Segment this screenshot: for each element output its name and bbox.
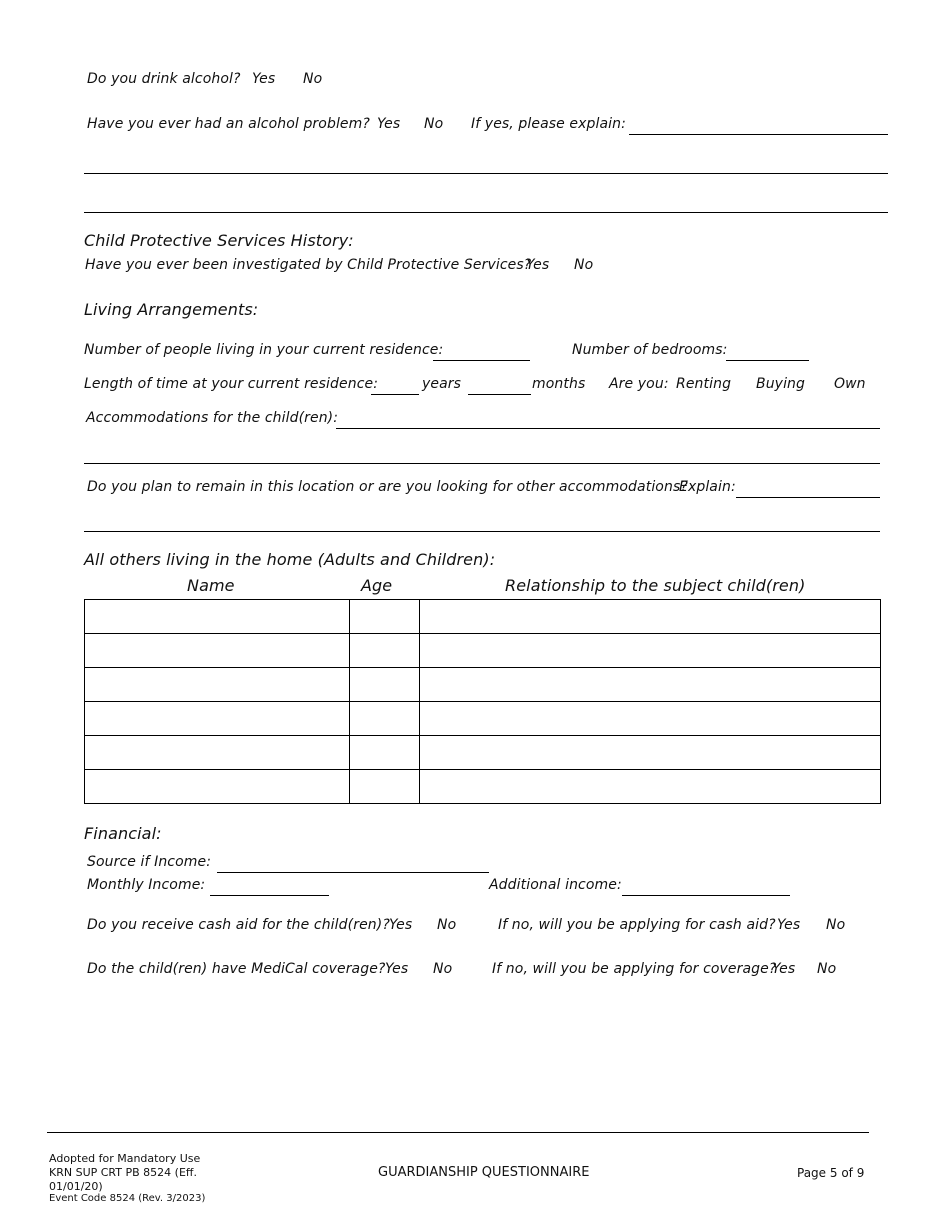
relationship-cell[interactable] [420, 736, 881, 770]
remain-explain-field[interactable] [736, 497, 880, 498]
drink-alcohol-no-option[interactable]: No [303, 71, 323, 87]
additional-income-field[interactable] [622, 895, 790, 896]
remain-location-question: Do you plan to remain in this location or are you looking for other accommodations? [87, 479, 688, 495]
table-row [85, 736, 881, 770]
remain-explain-label: Explain: [679, 479, 736, 495]
footer-adopted: Adopted for Mandatory Use [49, 1152, 201, 1165]
others-in-home-table [84, 599, 881, 804]
table-row [85, 600, 881, 634]
table-row [85, 634, 881, 668]
monthly-income-label: Monthly Income: [87, 877, 206, 893]
cash-aid-question: Do you receive cash aid for the child(ren)? [87, 917, 390, 933]
buying-option[interactable]: Buying [756, 376, 806, 392]
drink-alcohol-question: Do you drink alcohol? [87, 71, 241, 87]
footer-event-code: Event Code 8524 (Rev. 3/2023) [49, 1193, 206, 1205]
cps-yes-option[interactable]: Yes [526, 257, 550, 273]
age-cell[interactable] [350, 600, 420, 634]
table-row [85, 668, 881, 702]
relationship-cell[interactable] [420, 770, 881, 804]
alcohol-explain-label: If yes, please explain: [471, 116, 626, 132]
alcohol-problem-question: Have you ever had an alcohol problem? [87, 116, 370, 132]
alcohol-explain-line-2[interactable] [84, 173, 888, 174]
cash-aid-followup-question: If no, will you be applying for cash aid? [498, 917, 776, 933]
others-in-home-heading: All others living in the home (Adults and Children): [84, 550, 496, 569]
remain-explain-line-2[interactable] [84, 531, 880, 532]
cps-question: Have you ever been investigated by Child Protective Services? [85, 257, 532, 273]
footer-form-id-line-1: KRN SUP CRT PB 8524 (Eff. [49, 1165, 197, 1179]
relationship-cell[interactable] [420, 634, 881, 668]
relationship-cell[interactable] [420, 702, 881, 736]
alcohol-problem-no-option[interactable]: No [424, 116, 444, 132]
age-cell[interactable] [350, 634, 420, 668]
footer-form-title: GUARDIANSHIP QUESTIONNAIRE [378, 1165, 590, 1180]
age-cell[interactable] [350, 770, 420, 804]
years-field[interactable] [371, 394, 419, 395]
cps-heading: Child Protective Services History: [84, 231, 354, 250]
relationship-cell[interactable] [420, 668, 881, 702]
people-count-label: Number of people living in your current residence: [84, 342, 444, 358]
source-of-income-field[interactable] [217, 872, 489, 873]
column-header-relationship: Relationship to the subject child(ren) [505, 576, 806, 595]
drink-alcohol-yes-option[interactable]: Yes [252, 71, 276, 87]
name-cell[interactable] [85, 770, 350, 804]
length-of-time-label: Length of time at your current residence: [84, 376, 379, 392]
monthly-income-field[interactable] [210, 895, 329, 896]
years-label: years [422, 376, 462, 392]
footer-divider [47, 1132, 869, 1133]
living-arrangements-heading: Living Arrangements: [84, 300, 259, 319]
accommodations-field[interactable] [336, 428, 880, 429]
age-cell[interactable] [350, 736, 420, 770]
medical-no-option[interactable]: No [433, 961, 453, 977]
accommodations-label: Accommodations for the child(ren): [86, 410, 339, 426]
cash-aid-no-option[interactable]: No [437, 917, 457, 933]
cash-aid-followup-yes-option[interactable]: Yes [777, 917, 801, 933]
medical-followup-yes-option[interactable]: Yes [772, 961, 796, 977]
column-header-age: Age [361, 576, 393, 595]
months-label: months [532, 376, 586, 392]
name-cell[interactable] [85, 668, 350, 702]
medical-followup-question: If no, will you be applying for coverage? [492, 961, 777, 977]
medical-followup-no-option[interactable]: No [817, 961, 837, 977]
source-of-income-label: Source if Income: [87, 854, 212, 870]
people-count-field[interactable] [433, 360, 530, 361]
relationship-cell[interactable] [420, 600, 881, 634]
name-cell[interactable] [85, 736, 350, 770]
financial-heading: Financial: [84, 824, 162, 843]
table-row [85, 702, 881, 736]
months-field[interactable] [468, 394, 531, 395]
medical-yes-option[interactable]: Yes [385, 961, 409, 977]
renting-option[interactable]: Renting [676, 376, 732, 392]
cps-no-option[interactable]: No [574, 257, 594, 273]
footer-form-id-line-2: 01/01/20) [49, 1179, 103, 1193]
name-cell[interactable] [85, 600, 350, 634]
alcohol-explain-field[interactable] [629, 134, 888, 135]
are-you-label: Are you: [609, 376, 669, 392]
accommodations-line-2[interactable] [84, 463, 880, 464]
column-header-name: Name [187, 576, 235, 595]
cash-aid-yes-option[interactable]: Yes [389, 917, 413, 933]
bedrooms-label: Number of bedrooms: [572, 342, 728, 358]
table-row [85, 770, 881, 804]
cash-aid-followup-no-option[interactable]: No [826, 917, 846, 933]
footer-page-number: Page 5 of 9 [797, 1166, 865, 1180]
name-cell[interactable] [85, 702, 350, 736]
alcohol-explain-line-3[interactable] [84, 212, 888, 213]
bedrooms-field[interactable] [726, 360, 809, 361]
medical-question: Do the child(ren) have MediCal coverage? [87, 961, 386, 977]
additional-income-label: Additional income: [489, 877, 622, 893]
footer-form-info [49, 1152, 205, 1206]
own-option[interactable]: Own [834, 376, 866, 392]
name-cell[interactable] [85, 634, 350, 668]
age-cell[interactable] [350, 702, 420, 736]
age-cell[interactable] [350, 668, 420, 702]
alcohol-problem-yes-option[interactable]: Yes [377, 116, 401, 132]
